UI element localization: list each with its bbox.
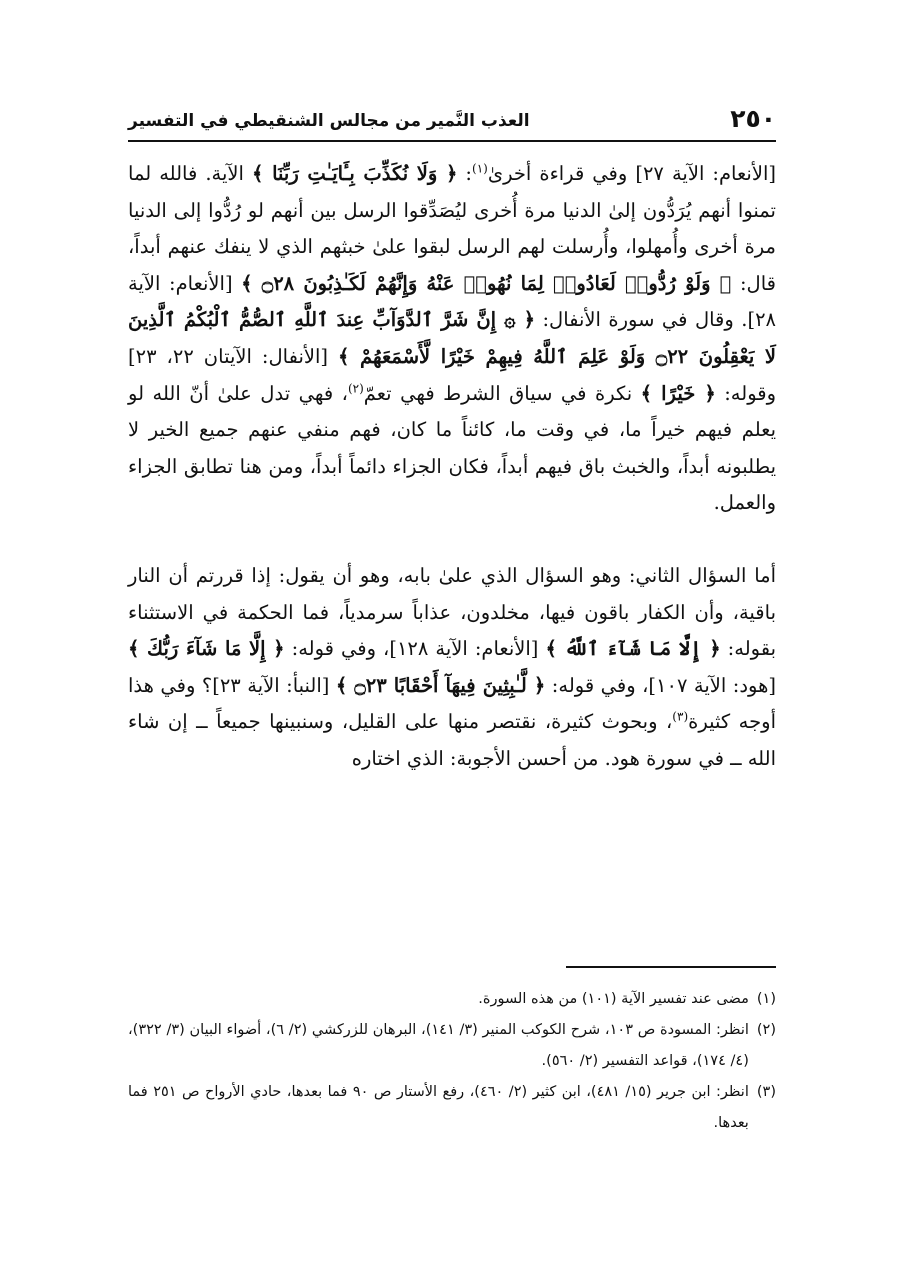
footnote-reference: (١) bbox=[472, 161, 488, 176]
text-segment: [الأنعام: الآية ١٢٨]، وفي قوله: bbox=[284, 637, 546, 661]
footnote-1 bbox=[128, 984, 776, 1015]
paragraph-1 bbox=[128, 156, 776, 522]
text-segment: ، فهي تدل علىٰ أنّ الله لو يعلم فيهم خيراً ما، في وقت ما، كائناً ما كان، فهم منفي عنهم جميع الخير لا يطلبونه أبداً، والخبث باق فيهم أبداً، فكان الجزاء دائماً أبداً، ومن هنا تطابق الجزاء والعمل. bbox=[128, 381, 776, 515]
quran-verse: ﴿ خَيْرًا ﴾ bbox=[640, 381, 716, 405]
quran-verse: ﴿ ۞ إِنَّ شَرَّ ٱلدَّوَآبِّ عِندَ ٱللَّهِ ٱلصُّمُّ ٱلْبُكْمُ ٱلَّذِينَ لَا يَعْقِلُونَ ۝٢٢ وَلَوْ عَلِمَ ٱللَّهُ فِيهِمْ خَيْرًا لَّأَسْمَعَهُمْ ﴾ bbox=[128, 308, 777, 368]
main-text bbox=[128, 156, 776, 778]
text-segment: [الأنعام: الآية ٢٨]. وقال في سورة الأنفال: bbox=[128, 271, 777, 332]
paragraph-2 bbox=[128, 558, 776, 778]
text-segment: الآية. فالله لما تمنوا أنهم يُرَدُّون إلىٰ الدنيا مرة أُخرى ليُصَدِّقوا الرسل بين أنهم لو رُدُّوا إلى الدنيا مرة أخرى وأُمهلوا، وأُرسلت لهم الرسل لبقوا علىٰ خبثهم الذي لا ينفك عنهم أبداً، قال: bbox=[128, 162, 776, 295]
footnote-3 bbox=[128, 1077, 776, 1139]
footnote-reference: (٣) bbox=[672, 709, 689, 724]
text-segment: : bbox=[457, 162, 473, 185]
footnote-separator bbox=[566, 966, 776, 968]
footnote-marker: (٢) bbox=[756, 1022, 776, 1038]
footnote-2 bbox=[128, 1015, 776, 1077]
quran-verse: ﴿ لَّـٰبِثِينَ فِيهَآ أَحْقَابًا ۝٢٣ ﴾ bbox=[335, 673, 546, 697]
text-segment: [الأنفال: الآيتان ٢٢، ٢٣] وقوله: bbox=[128, 344, 777, 405]
text-segment: ، وبحوث كثيرة، نقتصر منها على القليل، وسنبينها جميعاً ــ إن شاء الله ــ في سورة هود. من أحسن الأجوبة: الذي اختاره bbox=[128, 710, 776, 770]
page-number: ٢٥٠ bbox=[730, 104, 776, 133]
running-title: العذب النَّمير من مجالس الشنقيطي في التفسير bbox=[128, 111, 530, 131]
text-segment: نكرة في سياق الشرط فهي تعمّ bbox=[363, 381, 641, 405]
footnote-text: انظر: ابن جرير (١٥/ ٤٨١)، ابن كثير (٢/ ٤٦٠)، رفع الأستار ص ٩٠ فما بعدها، حادي الأرواح ص ٢٥١ فما بعدها. bbox=[128, 1084, 749, 1131]
text-segment: [هود: الآية ١٠٧]، وفي قوله: bbox=[545, 673, 776, 697]
text-segment: [النبأ: الآية ٢٣]؟ وفي هذا أوجه كثيرة bbox=[128, 673, 776, 734]
text-segment: [الأنعام: الآية ٢٧] وفي قراءة أخرىٰ bbox=[487, 162, 776, 185]
quran-verse: ﴿ إِلَّا مَا شَآءَ ٱللَّهُ ﴾ bbox=[545, 637, 721, 661]
footnote-text: مضى عند تفسير الآية (١٠١) من هذه السورة. bbox=[478, 991, 749, 1007]
text-segment: أما السؤال الثاني: وهو السؤال الذي علىٰ بابه، وهو أن يقول: إذا قررتم أن النار باقية، وأن الكفار باقون فيها، مخلدون، عذاباً سرمدياً، فما الحكمة في الاستثناء بقوله: bbox=[128, 563, 776, 661]
footnotes bbox=[128, 984, 776, 1139]
quran-verse: ﴿ وَلَا نُكَذِّبَ بِـَٔايَـٰتِ رَبِّنَا ﴾ bbox=[252, 162, 458, 185]
quran-verse: ﴿ إِلَّا مَا شَآءَ رَبُّكَ ﴾ bbox=[128, 637, 285, 661]
footnote-text: انظر: المسودة ص ١٠٣، شرح الكوكب المنير (٣/ ١٤١)، البرهان للزركشي (٢/ ٦)، أضواء البيان (٣/ ٣٢٢)، (٤/ ١٧٤)، قواعد التفسير (٢/ ٥٦٠). bbox=[128, 1022, 749, 1069]
footnote-marker: (١) bbox=[756, 991, 776, 1007]
quran-verse: ﴿ وَلَوْ رُدُّوا۟ لَعَادُوا۟ لِمَا نُهُوا۟ عَنْهُ وَإِنَّهُمْ لَكَـٰذِبُونَ ۝٢٨ ﴾ bbox=[241, 271, 732, 295]
footnote-marker: (٣) bbox=[756, 1084, 776, 1100]
book-page bbox=[128, 88, 776, 1238]
page-header bbox=[128, 88, 776, 142]
footnote-reference: (٢) bbox=[347, 381, 364, 396]
